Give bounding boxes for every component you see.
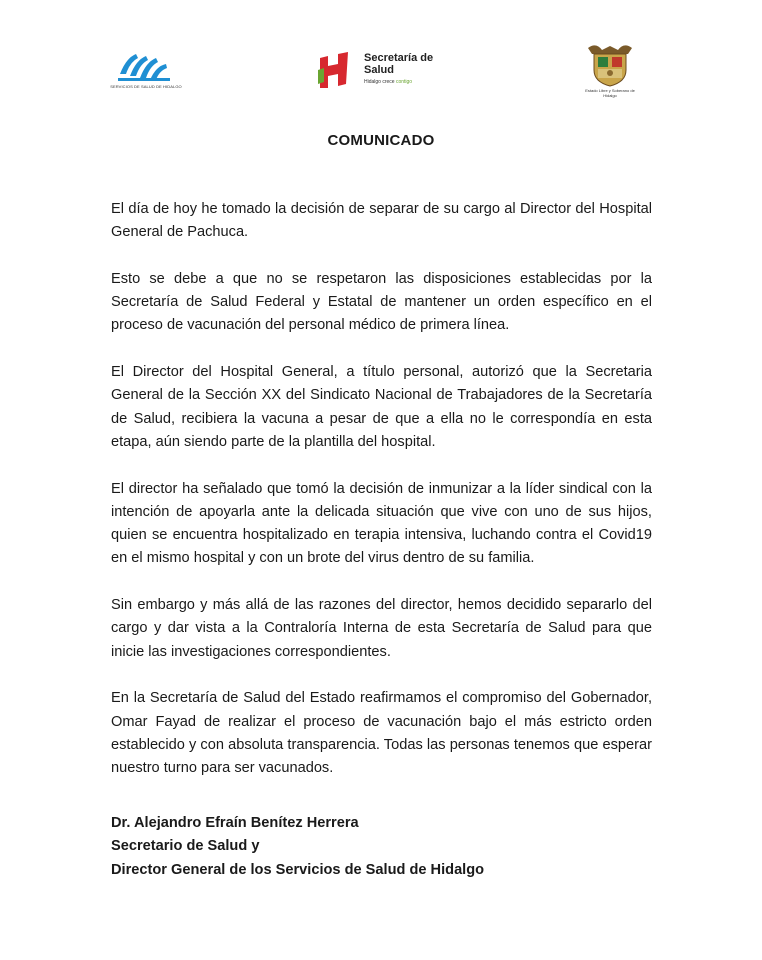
secretaria-salud-logo (314, 50, 444, 94)
paragraph: El día de hoy he tomado la decisión de separar de su cargo al Director del Hospital General de Pachuca. (111, 201, 652, 241)
secretaria-logo-tagline: Hidalgo crece contigo (364, 79, 413, 85)
document-body (111, 198, 652, 804)
signature-name: Dr. Alejandro Efraín Benítez Herrera (111, 815, 359, 831)
h-secretaria-logo-icon (314, 50, 354, 90)
paragraph: En la Secretaría de Salud del Estado reafirmamos el compromiso del Gobernador, Omar Fayad de realizar el proceso de vacunación bajo el más estricto orden establecido y con absoluta transparencia. Todas las personas tenemos que esperar nuestro turno para ser vacunados. (111, 690, 652, 777)
paragraph: Esto se debe a que no se respetaron las disposiciones establecidas por la Secretaría de Salud Federal y Estatal de mantener un orden específico en el proceso de vacunación del personal médico de primera línea. (111, 270, 652, 334)
paragraph: Sin embargo y más allá de las razones del director, hemos decidido separarlo del cargo y dar vista a la Contraloría Interna de esta Secretaría de Salud para que inicie las investigaciones correspondientes. (111, 597, 652, 660)
left-logo-caption: SERVICIOS DE SALUD DE HIDALGO (110, 84, 182, 89)
signature-role: Director General de los Servicios de Salud de Hidalgo (111, 861, 485, 878)
coat-of-arms-logo-icon (582, 40, 638, 88)
paragraph: El director ha señalado que tomó la decisión de inmunizar a la líder sindical con la intención de apoyarla ante la delicada situación que vive con uno de sus hijos, quien se encuentra hospitalizado en terapia intensiva, luchando contra el Covid19 en el mismo hospital y con un brote del virus dentro de su familia. (111, 480, 652, 567)
paragraph: El Director del Hospital General, a título personal, autorizó que la Secretaria General de la Sección XX del Sindicato Nacional de Trabajadores de la Secretaría de Salud, recibiera la vacuna a pesar de que a ella no le correspondía en esta etapa, aún siendo parte de la plantilla del hospital. (111, 364, 652, 450)
signature-block (111, 812, 652, 882)
document-heading: COMUNICADO (327, 132, 435, 149)
signature-role: Secretario de Salud y (111, 838, 260, 855)
secretaria-logo-title: Secretaría de Salud (364, 52, 434, 76)
right-logo-caption: Estado Libre y Soberano de Hidalgo (585, 88, 635, 98)
